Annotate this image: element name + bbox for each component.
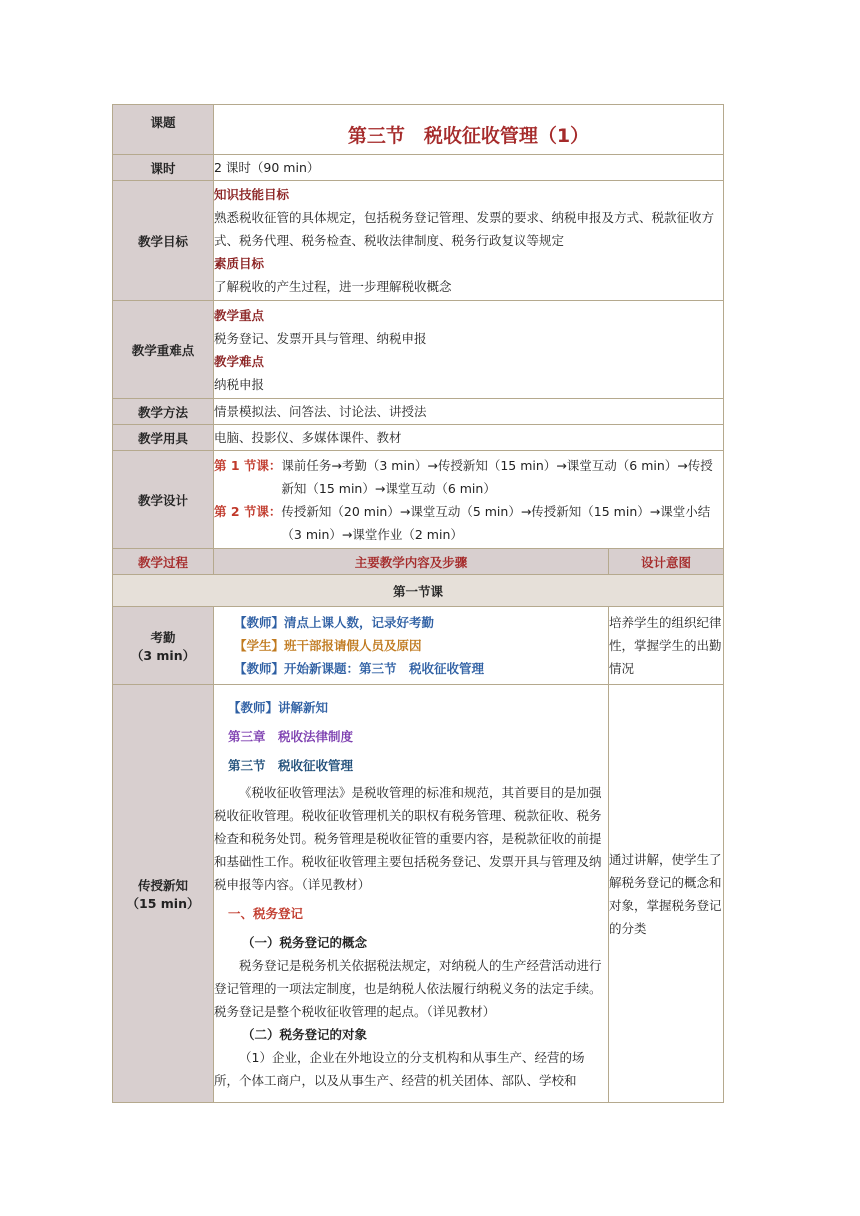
- topic-label: 课题: [113, 105, 214, 155]
- key-text: 税务登记、发票开具与管理、纳税申报: [214, 330, 427, 346]
- attendance-time: （3 min）: [130, 647, 196, 663]
- knowledge-heading: 知识技能目标: [214, 187, 290, 202]
- attendance-line3: 【教师】开始新课题：第三节 税收征收管理: [234, 661, 485, 676]
- attendance-line2: 【学生】班干部报请假人员及原因: [234, 638, 422, 653]
- quality-heading: 素质目标: [214, 256, 265, 271]
- section-band: 第一节课: [113, 575, 724, 607]
- teaching-content: [214, 685, 609, 1103]
- teaching-time: （15 min）: [126, 895, 200, 911]
- difficult-heading: 教学难点: [214, 353, 265, 369]
- difficult-text: 纳税申报: [214, 376, 265, 392]
- heading-tax-registration: 一、税务登记: [228, 905, 304, 921]
- objectives-content: [214, 181, 724, 301]
- attendance-intent: 培养学生的组织纪律性，掌握学生的出勤情况: [609, 607, 724, 685]
- design-content: [214, 451, 724, 549]
- key-points-content: [214, 301, 724, 399]
- objectives-label: 教学目标: [113, 181, 214, 301]
- methods-value: 情景模拟法、问答法、讨论法、讲授法: [214, 399, 724, 425]
- heading-registration-objects: （二）税务登记的对象: [242, 1026, 368, 1042]
- attendance-title: 考勤: [150, 629, 176, 645]
- methods-label: 教学方法: [113, 399, 214, 425]
- intro-paragraph: 《税收征收管理法》是税收管理的标准和规范，其首要目的是加强税收征收管理。税收征收管理机关的职权有税务管理、税款征收、税务检查和税务处罚。税务管理是税收征管的重要内容，是税款征收的前提和基础性工作。税收征收管理主要包括税务登记、发票开具与管理及纳税申报等内容。（详见教材）: [214, 784, 602, 892]
- lesson-title: 第三节 税收征收管理（1）: [214, 105, 724, 155]
- intent-header: 设计意图: [609, 549, 724, 575]
- lesson1-line: [214, 454, 723, 500]
- teaching-teacher-line: 【教师】讲解新知: [228, 699, 329, 715]
- lesson2-line: [214, 500, 723, 546]
- teaching-intent: 通过讲解，使学生了解税务登记的概念和对象，掌握税务登记的分类: [609, 685, 724, 1103]
- teaching-label: [113, 685, 214, 1103]
- knowledge-text: 熟悉税收征管的具体规定，包括税务登记管理、发票的要求、纳税申报及方式、税款征收方式、税务代理、税务检查、税收法律制度、税务行政复议等规定: [214, 210, 715, 248]
- chapter-heading: 第三章 税收法律制度: [228, 728, 354, 744]
- heading-registration-concept: （一）税务登记的概念: [242, 934, 368, 950]
- lesson1-text: 课前任务→考勤（3 min）→传授新知（15 min）→课堂互动（6 min）→传授新知（15 min）→课堂互动（6 min）: [281, 457, 713, 496]
- hours-label: 课时: [113, 155, 214, 181]
- attendance-line1: 【教师】清点上课人数，记录好考勤: [234, 615, 435, 630]
- content-header: 主要教学内容及步骤: [214, 549, 609, 575]
- section-heading: 第三节 税收征收管理: [228, 757, 354, 773]
- tools-value: 电脑、投影仪、多媒体课件、教材: [214, 425, 724, 451]
- tools-label: 教学用具: [113, 425, 214, 451]
- lesson2-text: 传授新知（20 min）→课堂互动（5 min）→传授新知（15 min）→课堂小结（3 min）→课堂作业（2 min）: [281, 503, 711, 542]
- concept-paragraph: 税务登记是税务机关依据税法规定，对纳税人的生产经营活动进行登记管理的一项法定制度，也是纳税人依法履行纳税义务的法定手续。税务登记是整个税收征收管理的起点。（详见教材）: [214, 957, 602, 1019]
- key-heading: 教学重点: [214, 307, 265, 323]
- objects-paragraph: （1）企业，企业在外地设立的分支机构和从事生产、经营的场所，个体工商户，以及从事生产、经营的机关团体、部队、学校和: [214, 1049, 585, 1088]
- key-points-label: 教学重难点: [113, 301, 214, 399]
- quality-text: 了解税收的产生过程，进一步理解税收概念: [214, 279, 452, 294]
- design-label: 教学设计: [113, 451, 214, 549]
- process-header: 教学过程: [113, 549, 214, 575]
- lesson-plan-table: [112, 104, 724, 1103]
- lesson2-key: 第 2 节课：: [214, 503, 282, 519]
- attendance-label: [113, 607, 214, 685]
- teaching-title: 传授新知: [137, 877, 188, 893]
- attendance-content: [214, 607, 609, 685]
- hours-value: 2 课时（90 min）: [214, 155, 724, 181]
- lesson1-key: 第 1 节课：: [214, 457, 282, 473]
